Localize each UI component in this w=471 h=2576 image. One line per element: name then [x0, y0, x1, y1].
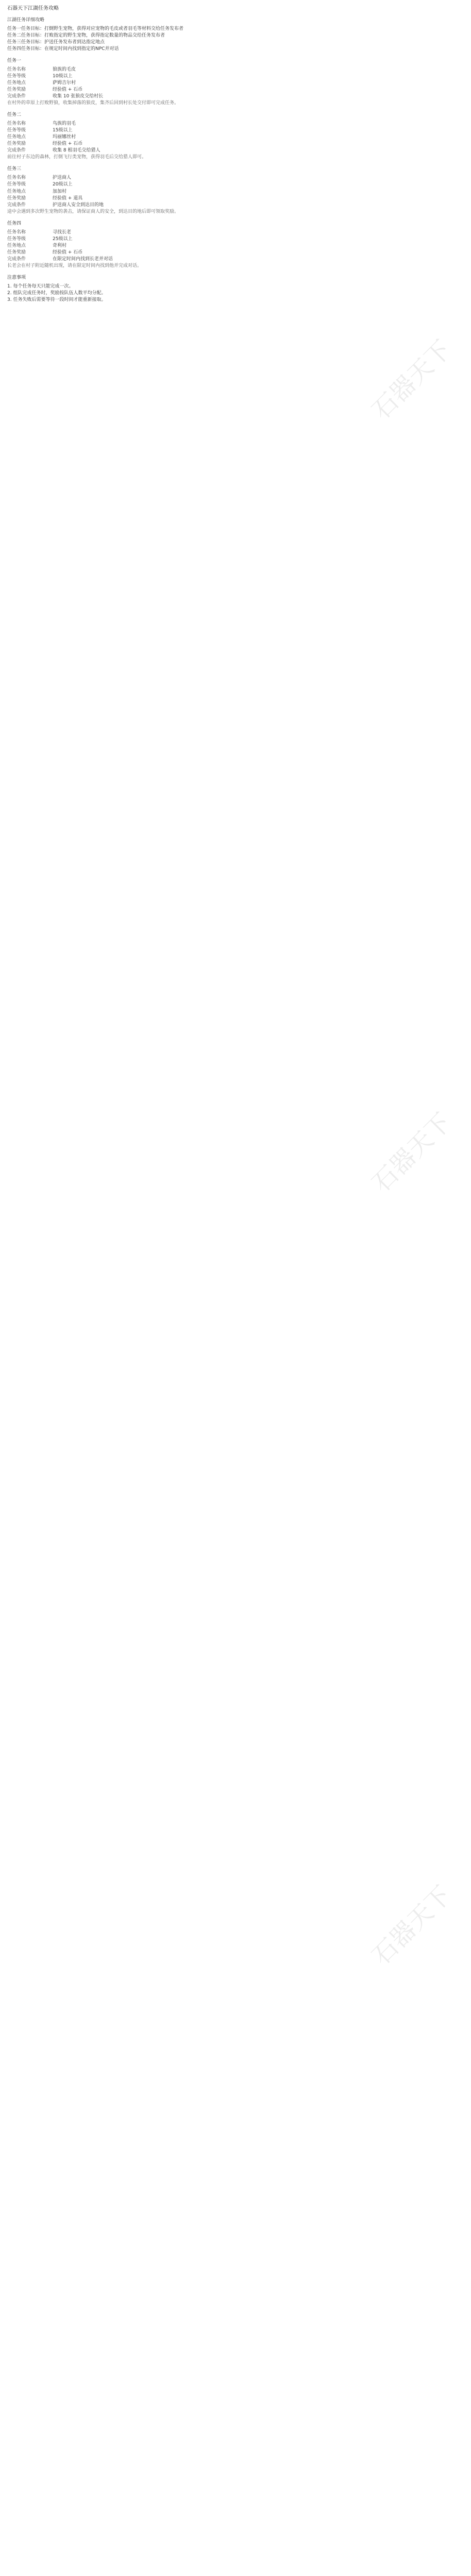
kv-value: 玛丽娜丝村 [53, 134, 76, 140]
tips-section [7, 275, 464, 303]
kv-value: 收集 10 张狼皮交给村长 [53, 93, 104, 99]
kv-row [7, 195, 464, 202]
intro-block [7, 26, 464, 53]
kv-key: 任务奖励 [7, 141, 26, 147]
kv-key: 任务奖励 [7, 87, 26, 92]
kv-row [7, 121, 464, 127]
kv-value: 20级以上 [53, 182, 73, 188]
section-title: 任务三 [7, 166, 22, 172]
kv-key: 任务等级 [7, 236, 26, 242]
page-subtitle: 江湖任务详细攻略 [7, 17, 45, 23]
kv-row [7, 141, 464, 147]
section-desc: 长老会在村子附近随机出现，请在限定时间内找到他并完成对话。 [7, 263, 142, 268]
quest-section [7, 112, 464, 161]
section-title: 任务四 [7, 221, 22, 226]
kv-key: 任务奖励 [7, 249, 26, 255]
intro-line: 任务一任务目标：打倒野生宠物，获得对应宠物的毛皮或者羽毛等材料交给任务发布者 [7, 26, 184, 31]
kv-value: 10级以上 [53, 73, 73, 79]
kv-value: 25级以上 [53, 236, 73, 242]
kv-row [7, 73, 464, 80]
kv-key: 完成条件 [7, 148, 26, 154]
quest-section [7, 166, 464, 215]
kv-value: 15级以上 [53, 128, 73, 133]
kv-value: 狼族的毛皮 [53, 66, 76, 72]
kv-value: 收集 8 根羽毛交给猎人 [53, 148, 100, 154]
section-title: 任务一 [7, 58, 22, 63]
kv-value: 在限定时间内找到长老并对话 [53, 256, 113, 262]
kv-row [7, 236, 464, 243]
kv-row [7, 147, 464, 154]
kv-row [7, 256, 464, 263]
kv-row [7, 249, 464, 256]
section-desc: 途中会遇到多次野生宠物的袭击，请保证商人的安全，到达目的地后即可领取奖励。 [7, 209, 179, 214]
tip-line: 1. 每个任务每天只能完成一次。 [7, 284, 74, 290]
kv-key: 任务地点 [7, 80, 26, 86]
kv-key: 任务等级 [7, 128, 26, 133]
kv-key: 完成条件 [7, 256, 26, 262]
kv-row [7, 93, 464, 100]
kv-key: 任务名称 [7, 121, 26, 127]
kv-value: 经验值 + 道具 [53, 195, 83, 201]
kv-key: 完成条件 [7, 202, 26, 208]
quest-section [7, 221, 464, 269]
kv-row [7, 202, 464, 209]
section-desc: 前往村子东边的森林，打倒飞行类宠物，获得羽毛后交给猎人即可。 [7, 155, 147, 160]
kv-value: 鸟族的羽毛 [53, 121, 76, 127]
kv-value: 经验值 + 石币 [53, 249, 83, 255]
kv-key: 任务地点 [7, 134, 26, 140]
kv-key: 完成条件 [7, 93, 26, 99]
tips-title: 注意事项 [7, 275, 26, 281]
kv-row [7, 134, 464, 141]
kv-row [7, 66, 464, 73]
kv-value: 萨姆吉尔村 [53, 80, 76, 86]
watermark: 石器天下 [366, 1107, 457, 1198]
kv-row [7, 175, 464, 181]
kv-row [7, 80, 464, 87]
tip-line: 2. 组队完成任务时，奖励按队伍人数平均分配。 [7, 291, 106, 296]
kv-value: 护送商人 [53, 175, 72, 181]
kv-key: 任务奖励 [7, 195, 26, 201]
kv-row [7, 181, 464, 188]
kv-value: 经验值 + 石币 [53, 141, 83, 147]
kv-key: 任务等级 [7, 73, 26, 79]
tip-line: 3. 任务失败后需要等待一段时间才能重新接取。 [7, 297, 106, 303]
kv-key: 任务名称 [7, 229, 26, 235]
kv-row [7, 243, 464, 249]
intro-line: 任务三任务目标：护送任务发布者到达指定地点 [7, 39, 105, 45]
section-title: 任务二 [7, 112, 22, 118]
kv-row [7, 87, 464, 93]
kv-value: 奇利村 [53, 243, 67, 248]
kv-key: 任务地点 [7, 243, 26, 248]
kv-key: 任务地点 [7, 189, 26, 194]
section-desc: 在村外的草原上打败野狼，收集掉落的狼皮，集齐后回到村长处交付即可完成任务。 [7, 100, 179, 106]
kv-value: 护送商人安全到达目的地 [53, 202, 104, 208]
watermark: 石器天下 [366, 1880, 457, 1971]
kv-key: 任务名称 [7, 175, 26, 181]
intro-line: 任务四任务目标：在规定时间内找到指定的NPC并对话 [7, 46, 119, 52]
kv-key: 任务名称 [7, 66, 26, 72]
watermark: 石器天下 [366, 334, 457, 426]
kv-row [7, 127, 464, 134]
page-title: 石器天下江湖任务攻略 [7, 6, 59, 11]
intro-line: 任务二任务目标：打败指定的野生宠物，获得指定数量的物品交给任务发布者 [7, 32, 165, 38]
kv-row [7, 229, 464, 236]
kv-key: 任务等级 [7, 182, 26, 188]
kv-value: 寻找长老 [53, 229, 72, 235]
kv-row [7, 189, 464, 195]
quest-section [7, 58, 464, 107]
kv-value: 经验值 + 石币 [53, 87, 83, 92]
kv-value: 加加村 [53, 189, 67, 194]
